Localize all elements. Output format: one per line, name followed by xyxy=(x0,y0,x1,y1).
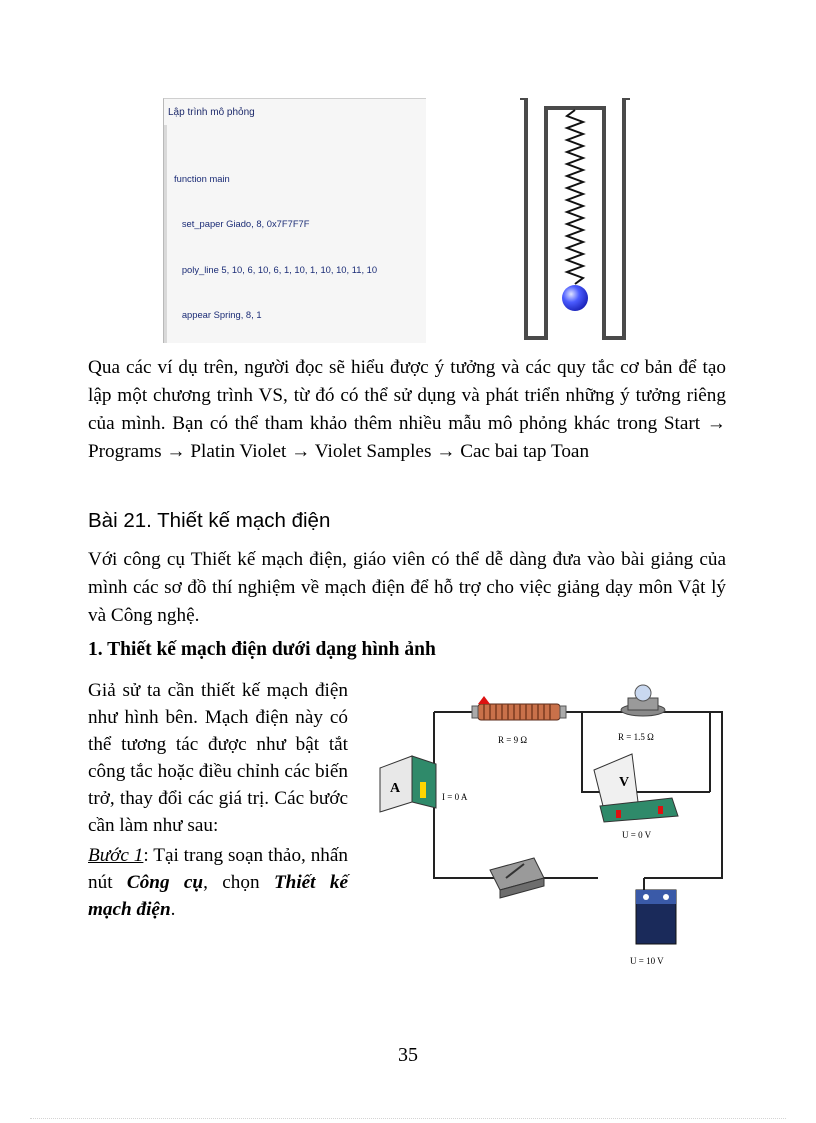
step-label: Bước 1 xyxy=(88,845,144,866)
side-paragraph-block xyxy=(88,677,348,923)
side-paragraph: Giả sử ta cần thiết kế mạch điện như hình bên. Mạch điện này có thể tương tác được như bật tắt công tắc hoặc điều chỉnh các biến trở, thay đổi các giá trị. Các bước cần làm như sau: xyxy=(88,680,348,836)
voltmeter-symbol: V xyxy=(619,775,630,790)
spring-pendulum-illustration xyxy=(520,98,632,342)
circuit-diagram xyxy=(372,682,738,972)
code-listing-panel xyxy=(163,98,426,343)
ammeter-label: I = 0 A xyxy=(442,792,468,802)
battery-label: U = 10 V xyxy=(630,956,664,966)
tool-name: Công cụ xyxy=(126,872,204,893)
panel-scrollbar xyxy=(164,125,167,343)
sphere-mass xyxy=(562,285,588,311)
step-1 xyxy=(88,842,348,923)
light-bulb[interactable] xyxy=(621,685,665,716)
code-line: set_paper Giado, 8, 0x7F7F7F xyxy=(174,218,310,230)
footer-divider xyxy=(30,1118,786,1119)
page-number: 35 xyxy=(398,1044,418,1066)
ammeter xyxy=(380,756,436,812)
step-text: , chọn xyxy=(203,872,274,893)
step-text: : Tại trang soạn thảo, nhấn nút xyxy=(88,845,348,893)
code-panel-title: Lập trình mô phỏng xyxy=(168,107,255,118)
menu-item-name: Thiết kế mạch điện xyxy=(88,872,348,920)
voltmeter xyxy=(594,754,678,822)
voltmeter-label: U = 0 V xyxy=(622,830,652,840)
intro-paragraph xyxy=(88,354,726,466)
circuit-wires xyxy=(434,712,722,892)
subheading: 1. Thiết kế mạch điện dưới dạng hình ảnh xyxy=(88,639,436,660)
battery xyxy=(636,890,676,944)
lamp-label: R = 1.5 Ω xyxy=(618,732,654,742)
section-heading: Bài 21. Thiết kế mạch điện xyxy=(88,509,331,532)
code-listing xyxy=(174,141,377,343)
code-line: function main xyxy=(174,173,230,185)
ammeter-symbol: A xyxy=(390,781,401,796)
code-line: appear Spring, 8, 1 xyxy=(174,309,262,321)
step-text: . xyxy=(170,899,176,920)
section-paragraph xyxy=(88,546,726,630)
resistor-label: R = 9 Ω xyxy=(498,735,528,745)
section-text: Với công cụ Thiết kế mạch điện, giáo viên có thể dễ dàng đưa vào bài giảng của mình các sơ đồ thí nghiệm về mạch điện để hỗ trợ cho việc giảng dạy môn Vật lý và Công nghệ. xyxy=(88,549,726,626)
code-line: poly_line 5, 10, 6, 10, 6, 1, 10, 1, 10, 10, 11, 10 xyxy=(174,263,378,275)
intro-text: Qua các ví dụ trên, người đọc sẽ hiểu được ý tưởng và các quy tắc cơ bản để tạo lập một chương trình VS, từ đó có thể sử dụng và phát triển những ý tưởng riêng của mình. Bạn có thể tham khảo thêm nhiều mẫu mô phỏng khác trong Start → Programs → Platin Violet → Violet Samples → Cac bai tap Toan xyxy=(88,357,726,462)
rheostat[interactable] xyxy=(472,696,566,720)
spring-coil xyxy=(567,110,583,284)
switch-toggle[interactable] xyxy=(490,858,544,898)
